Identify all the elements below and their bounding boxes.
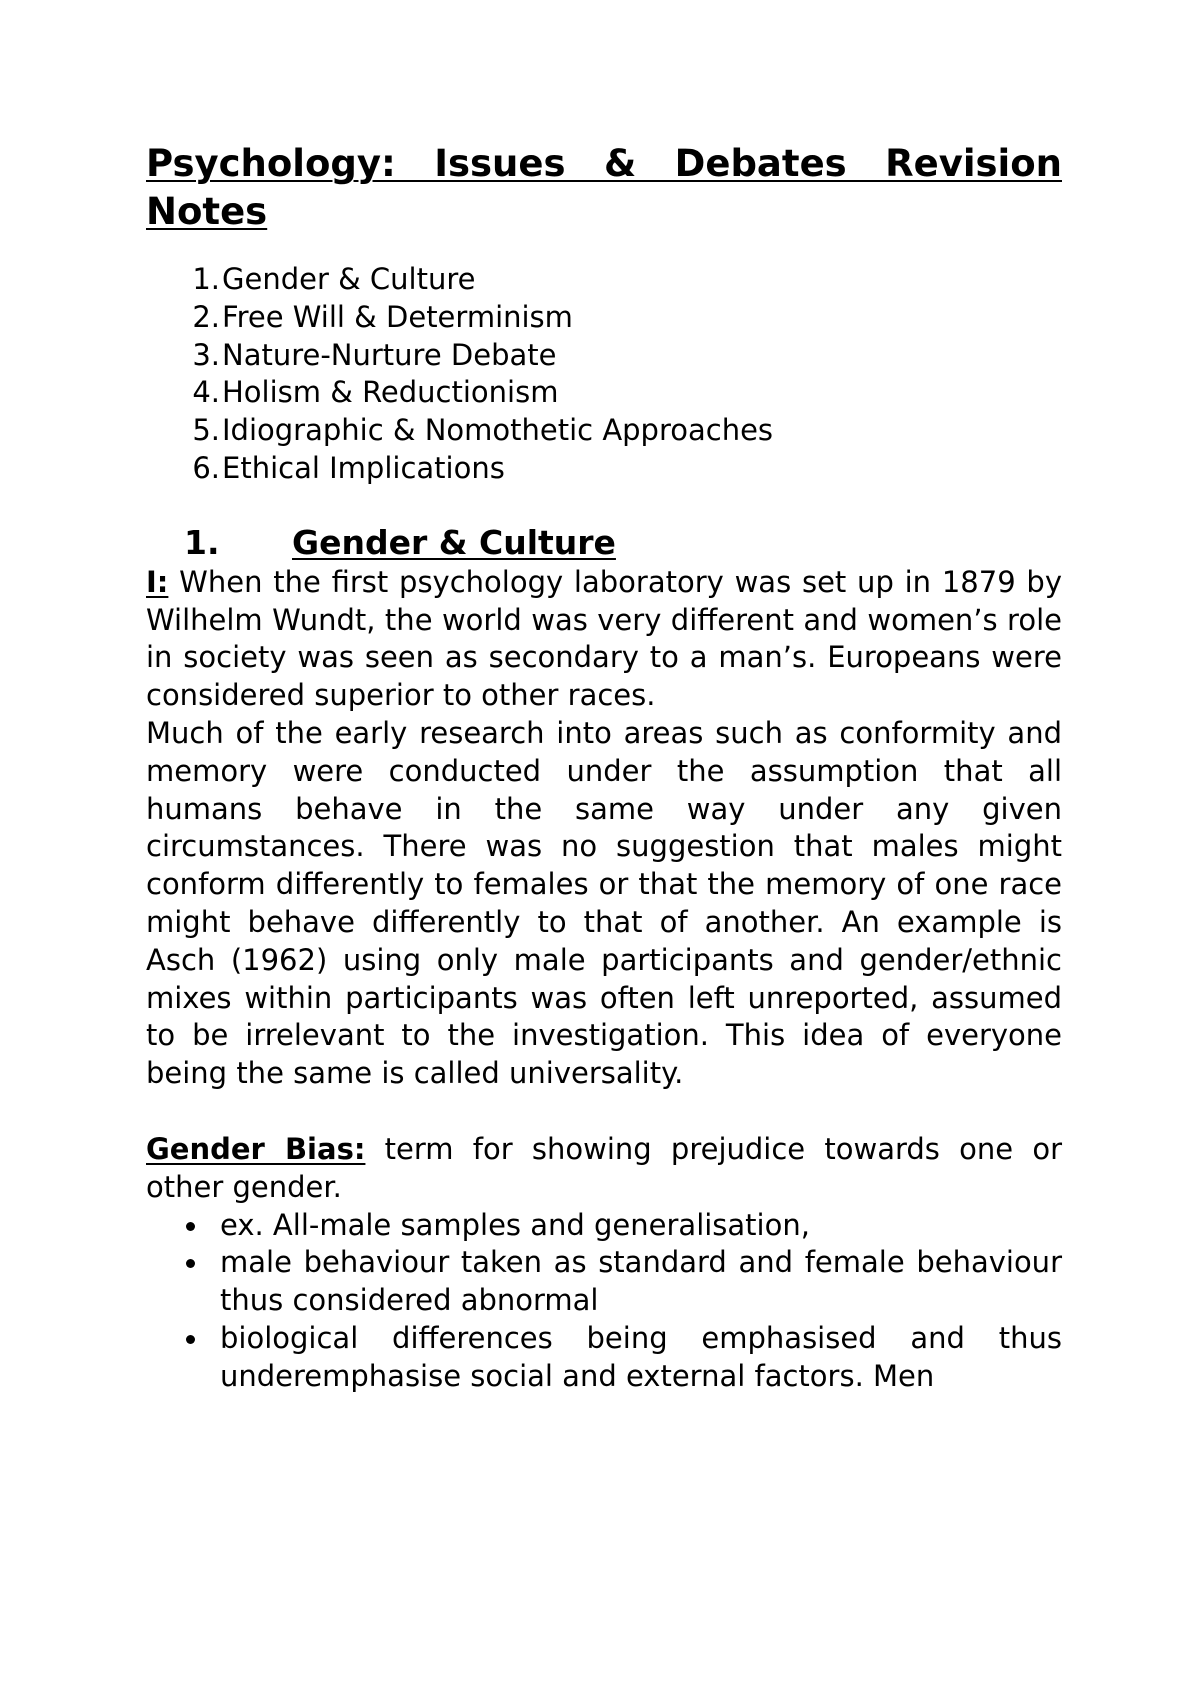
document-page [146, 140, 1062, 1396]
paragraph-spacer [146, 1093, 1062, 1131]
toc-item-number: 3. [192, 337, 220, 372]
toc-item-number: 2. [192, 299, 220, 334]
list-item [146, 1244, 1062, 1320]
toc-item-label: Holism & Reductionism [222, 375, 559, 410]
bullet-icon [146, 1207, 220, 1245]
list-item [146, 1320, 1062, 1396]
toc-item-number: 1. [192, 262, 220, 296]
toc-item-number: 6. [192, 450, 220, 485]
intro-text: When the first psychology laboratory was set up in 1879 by Wilhelm Wundt, the world was very different and women’s role in society was seen as secondary to a man’s. Europeans were considered superior to other races. [146, 564, 1062, 713]
toc-item [146, 337, 1062, 375]
toc-item-label: Ethical Implications [222, 450, 505, 485]
list-item-text: ex. All-male samples and generalisation, [220, 1207, 810, 1242]
toc-item-label: Gender & Culture [222, 262, 476, 296]
toc-item [146, 374, 1062, 412]
gender-bias-definition [146, 1131, 1062, 1207]
section-number: 1. [184, 522, 220, 562]
toc-item-number: 5. [192, 413, 220, 448]
toc-item-number: 4. [192, 375, 220, 410]
section-title: Gender & Culture [292, 522, 616, 562]
gender-bias-label: Gender Bias: [146, 1131, 366, 1166]
toc-item [146, 299, 1062, 337]
page-title: Psychology: Issues & Debates Revision Notes [146, 142, 1062, 233]
toc-item [146, 412, 1062, 450]
list-item-text: male behaviour taken as standard and female behaviour thus considered abnormal [220, 1245, 1062, 1318]
body-paragraph: Much of the early research into areas such as conformity and memory were conducted under the assumption that all humans behave in the same way under any given circumstances. There was no suggestion that males might conform differently to females or that the memory of one race might behave differently to that of another. An example is Asch (1962) using only male participants and gender/ethnic mixes within participants was often left unreported, assumed to be irrelevant to the investigation. This idea of everyone being the same is called universality. [146, 715, 1062, 1091]
gender-bias-text: term for showing prejudice towards one or other gender. [146, 1131, 1062, 1204]
toc-item-label: Idiographic & Nomothetic Approaches [222, 413, 774, 448]
intro-paragraph [146, 564, 1062, 715]
section-heading [146, 522, 1062, 564]
toc-item [146, 450, 1062, 488]
bullet-icon [146, 1320, 220, 1396]
gender-bias-examples [146, 1207, 1062, 1396]
toc-item-label: Nature-Nurture Debate [222, 337, 557, 372]
list-item [146, 1207, 1062, 1245]
bullet-icon [146, 1244, 220, 1320]
list-item-text: biological differences being emphasised and thus underemphasise social and external factors. Men [220, 1320, 1062, 1393]
toc-item [146, 261, 1062, 299]
intro-label: I: [146, 564, 169, 599]
table-of-contents [146, 261, 1062, 488]
toc-item-label: Free Will & Determinism [222, 299, 573, 334]
